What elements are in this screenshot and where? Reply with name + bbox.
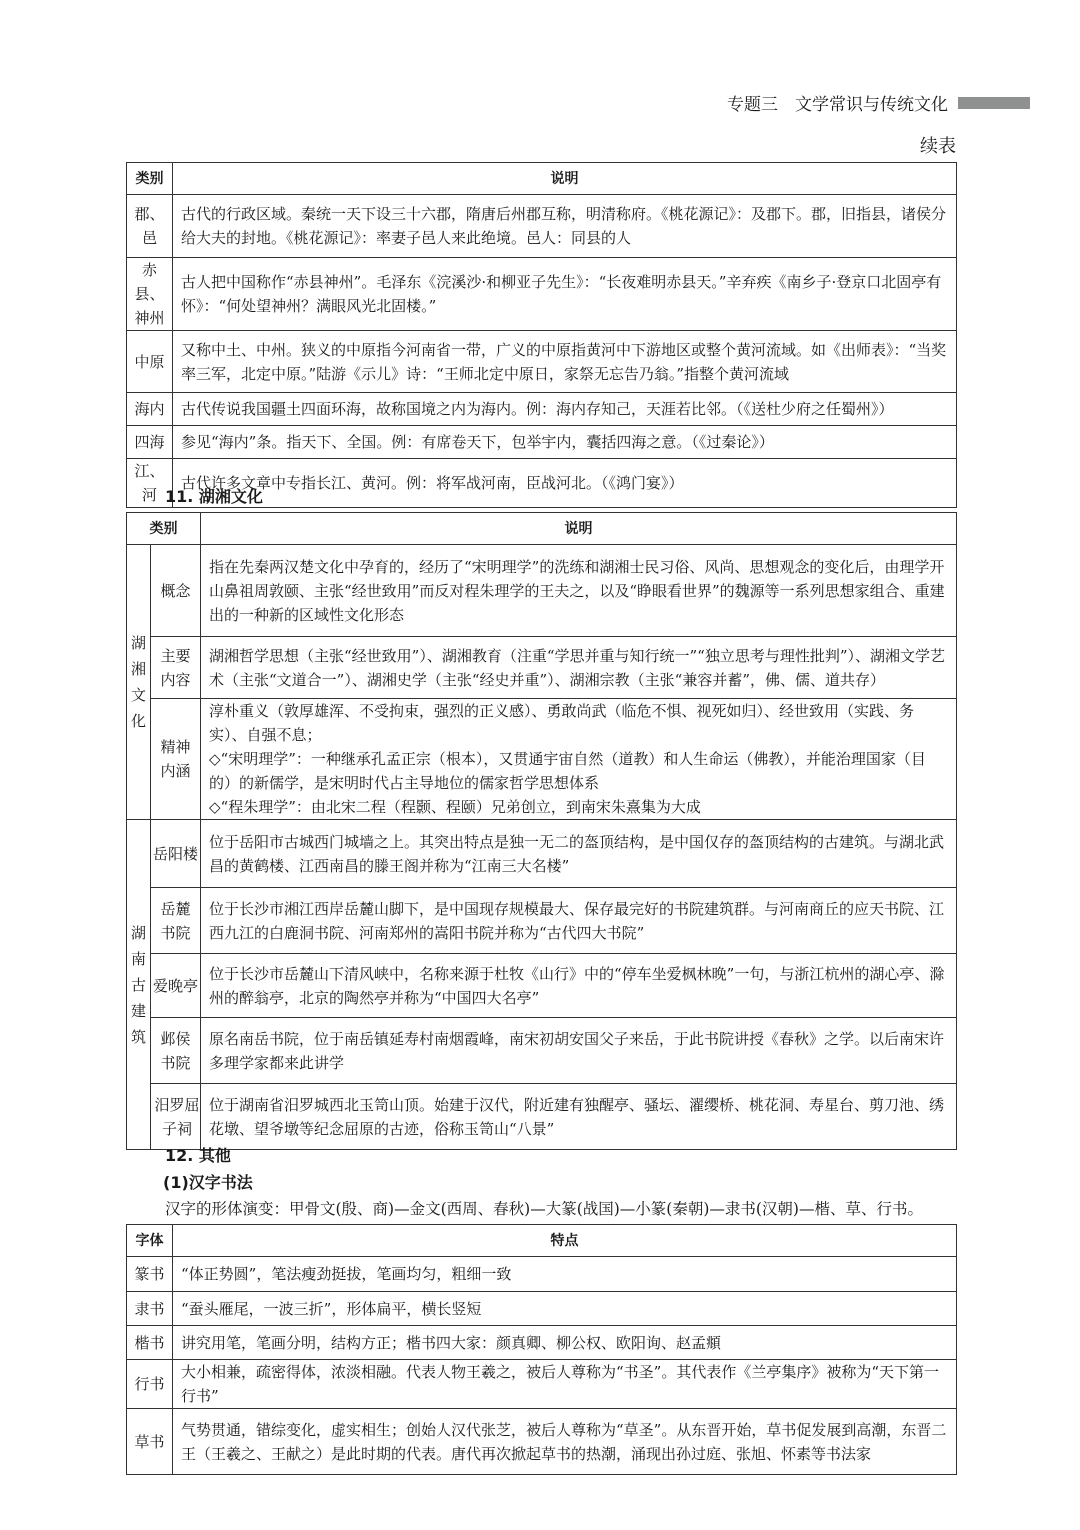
subcategory-cell: 精神内涵 [151, 699, 201, 820]
description-cell: 湖湘哲学思想（主张“经世致用”）、湖湘教育（注重“学思并重与知行统一”“独立思考与理性批判”）、湖湘文学艺术（主张“文道合一”）、湖湘史学（主张“经史并重”）、湖湘宗教（主张“兼容并蓄”，佛、儒、道共存） [201, 637, 957, 699]
script-cell: 隶书 [127, 1292, 173, 1326]
description-cell: 古代的行政区域。秦统一天下设三十六郡，隋唐后州郡互称，明清称府。《桃花源记》：及郡下。郡，旧指县，诸侯分给大夫的封地。《桃花源记》：率妻子邑人来此绝境。邑人：同县的人 [173, 195, 957, 258]
category-cell: 中原 [127, 331, 173, 393]
features-cell: 大小相兼，疏密得体，浓淡相融。代表人物王羲之，被后人尊称为“书圣”。其代表作《兰亭集序》被称为“天下第一行书” [173, 1360, 957, 1409]
subcategory-cell: 爱晚亭 [151, 954, 201, 1018]
subcategory-cell: 汨罗屈子祠 [151, 1084, 201, 1150]
description-cell: 指在先秦两汉楚文化中孕育的，经历了“宋明理学”的洗练和湖湘士民习俗、风尚、思想观念的变化后，由理学开山鼻祖周敦颐、主张“经世致用”而反对程朱理学的王夫之，以及“睁眼看世界”的魏源等一系列思想家组合、重建出的一种新的区域性文化形态 [201, 545, 957, 637]
category-cell: 四海 [127, 426, 173, 459]
features-cell: “体正势圆”，笔法瘦劲挺拔，笔画均匀，粗细一致 [173, 1257, 957, 1292]
subcategory-cell: 主要内容 [151, 637, 201, 699]
description-cell: 位于岳阳市古城西门城墙之上。其突出特点是独一无二的盔顶结构，是中国仅存的盔顶结构的古建筑。与湖北武昌的黄鹤楼、江西南昌的滕王阁并称为“江南三大名楼” [201, 820, 957, 888]
description-cell: 又称中土、中州。狭义的中原指今河南省一带，广义的中原指黄河中下游地区或整个黄河流域。如《出师表》：“当奖率三军，北定中原。”陆游《示儿》诗：“王师北定中原日，家祭无忘告乃翁。”指整个黄河流域 [173, 331, 957, 393]
table-header-features: 特点 [173, 1225, 957, 1257]
description-cell: 古代许多文章中专指长江、黄河。例：将军战河南，臣战河北。（《鸿门宴》） [173, 459, 957, 508]
category-cell: 江、河 [127, 459, 173, 508]
description-line: ◇“宋明理学”：一种继承孔孟正宗（根本），又贯通宇宙自然（道教）和人生命运（佛教），并能治理国家（目的）的新儒学，是宋明时代占主导地位的儒家哲学思想体系 [209, 750, 926, 792]
subcategory-cell: 概念 [151, 545, 201, 637]
table-header-category: 类别 [127, 163, 173, 195]
table-header-description: 说明 [201, 513, 957, 545]
header-title: 专题三 文学常识与传统文化 [727, 95, 948, 115]
subcategory-cell: 邺侯书院 [151, 1018, 201, 1084]
script-cell: 草书 [127, 1409, 173, 1475]
category-cell: 赤县、神州 [127, 258, 173, 331]
table-header-script: 字体 [127, 1225, 173, 1257]
script-cell: 篆书 [127, 1257, 173, 1292]
description-cell: 古代传说我国疆土四面环海，故称国境之内为海内。例：海内存知己，天涯若比邻。（《送杜少府之任蜀州》） [173, 393, 957, 426]
section-12-title: 12. 其他 [165, 1146, 231, 1165]
table-header-description: 说明 [173, 163, 957, 195]
calligraphy-subtitle: (1)汉字书法 [163, 1173, 253, 1192]
subcategory-cell: 岳麓书院 [151, 888, 201, 954]
script-cell: 行书 [127, 1360, 173, 1409]
features-cell: 讲究用笔，笔画分明，结构方正；楷书四大家：颜真卿、柳公权、欧阳询、赵孟頫 [173, 1326, 957, 1360]
category-cell: 郡、邑 [127, 195, 173, 258]
features-cell: 气势贯通，错综变化，虚实相生；创始人汉代张芝，被后人尊称为“草圣”。从东晋开始，草书促发展到高潮，东晋二王（王羲之、王献之）是此时期的代表。唐代再次掀起草书的热潮，涌现出孙过庭、张旭、怀素等书法家 [173, 1409, 957, 1475]
page-header [727, 90, 1030, 115]
subcategory-cell: 岳阳楼 [151, 820, 201, 888]
calligraphy-table [126, 1224, 957, 1475]
group-label-hunan-architecture: 湖南古建筑 [127, 820, 151, 1150]
description-cell: 参见“海内”条。指天下、全国。例：有席卷天下，包举宇内，囊括四海之意。（《过秦论》） [173, 426, 957, 459]
description-cell: 古人把中国称作“赤县神州”。毛泽东《浣溪沙·和柳亚子先生》：“长夜难明赤县天。”辛弃疾《南乡子·登京口北固亭有怀》：“何处望神州？满眼风光北固楼。” [173, 258, 957, 331]
description-cell: 原名南岳书院，位于南岳镇延寿村南烟霞峰，南宋初胡安国父子来岳，于此书院讲授《春秋》之学。以后南宋许多理学家都来此讲学 [201, 1018, 957, 1084]
group-label-huxiang-culture: 湖湘文化 [127, 545, 151, 820]
script-cell: 楷书 [127, 1326, 173, 1360]
description-cell [201, 699, 957, 820]
region-table [126, 162, 957, 508]
continued-label: 续表 [920, 136, 956, 157]
features-cell: “蚕头雁尾，一波三折”，形体扁平，横长竖短 [173, 1292, 957, 1326]
huxiang-table [126, 512, 957, 1150]
header-bar [958, 97, 1030, 109]
description-cell: 位于湖南省汨罗城西北玉笥山顶。始建于汉代，附近建有独醒亭、骚坛、濯缨桥、桃花洞、寿星台、剪刀池、绣花墩、望爷墩等纪念屈原的古迹，俗称玉笥山“八景” [201, 1084, 957, 1150]
description-line: 淳朴重义（敦厚雄浑、不受拘束，强烈的正义感）、勇敢尚武（临危不惧、视死如归）、经世致用（实践、务实）、自强不息； [209, 702, 915, 744]
category-cell: 海内 [127, 393, 173, 426]
table-header-category: 类别 [127, 513, 201, 545]
description-cell: 位于长沙市湘江西岸岳麓山脚下，是中国现存规模最大、保存最完好的书院建筑群。与河南商丘的应天书院、江西九江的白鹿洞书院、河南郑州的嵩阳书院并称为“古代四大书院” [201, 888, 957, 954]
description-cell: 位于长沙市岳麓山下清风峡中，名称来源于杜牧《山行》中的“停车坐爱枫林晚”一句，与浙江杭州的湖心亭、滁州的醉翁亭，北京的陶然亭并称为“中国四大名亭” [201, 954, 957, 1018]
description-line: ◇“程朱理学”：由北宋二程（程颢、程颐）兄弟创立，到南宋朱熹集为大成 [209, 798, 701, 816]
script-evolution-text: 汉字的形体演变：甲骨文(殷、商)—金文(西周、春秋)—大篆(战国)—小篆(秦朝)—隶书(汉朝)—楷、草、行书。 [165, 1200, 923, 1218]
section-11-title: 11. 湖湘文化 [165, 487, 263, 506]
